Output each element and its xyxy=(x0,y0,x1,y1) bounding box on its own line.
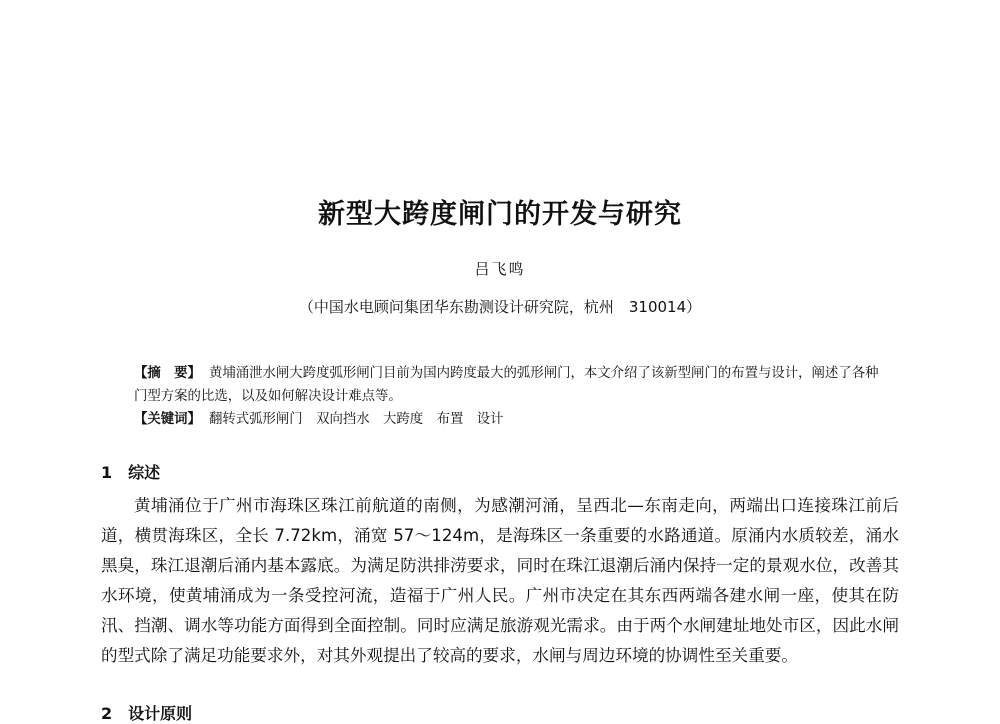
abstract-paragraph xyxy=(134,362,879,408)
keywords-text: 翻转式弧形闸门 双向挡水 大跨度 布置 设计 xyxy=(208,412,504,427)
abstract-label: 【摘 要】 xyxy=(134,366,201,381)
section-title: 设计原则 xyxy=(128,704,193,723)
paper-author: 吕飞鸣 xyxy=(474,260,526,278)
paper-affiliation: （中国水电顾问集团华东勘测设计研究院，杭州 310014） xyxy=(298,298,702,316)
abstract-block xyxy=(134,362,879,431)
section-title: 综述 xyxy=(128,463,161,482)
keywords-paragraph xyxy=(134,408,879,431)
section-number: 2 xyxy=(101,704,113,723)
abstract-text: 黄埔涌泄水闸大跨度弧形闸门目前为国内跨度最大的弧形闸门，本文介绍了该新型闸门的布置与设计，阐述了各种门型方案的比选，以及如何解决设计难点等。 xyxy=(134,366,879,404)
paper-title: 新型大跨度闸门的开发与研究 xyxy=(318,199,682,230)
section-1-paragraph: 黄埔涌位于广州市海珠区珠江前航道的南侧，为感潮河涌，呈西北—东南走向，两端出口连接珠江前后道，横贯海珠区，全长 7.72km，涌宽 57～124m，是海珠区一条重要的水路通道。原涌内水质较差，涌水黑臭，珠江退潮后涌内基本露底。为满足防洪排涝要求，同时在珠江退潮后涌内保持一定的景观水位，改善其水环境，使黄埔涌成为一条受控河流，造福于广州人民。广州市决定在其东西两端各建水闸一座，使其在防汛、挡潮、调水等功能方面得到全面控制。同时应满足旅游观光需求。由于两个水闸建址地处市区，因此水闸的型式除了满足功能要求外，对其外观提出了较高的要求，水闸与周边环境的协调性至关重要。 xyxy=(101,496,899,665)
keywords-label: 【关键词】 xyxy=(134,412,201,427)
section-number: 1 xyxy=(101,463,113,482)
section-heading-2 xyxy=(101,701,192,724)
section-heading-1 xyxy=(101,460,160,483)
